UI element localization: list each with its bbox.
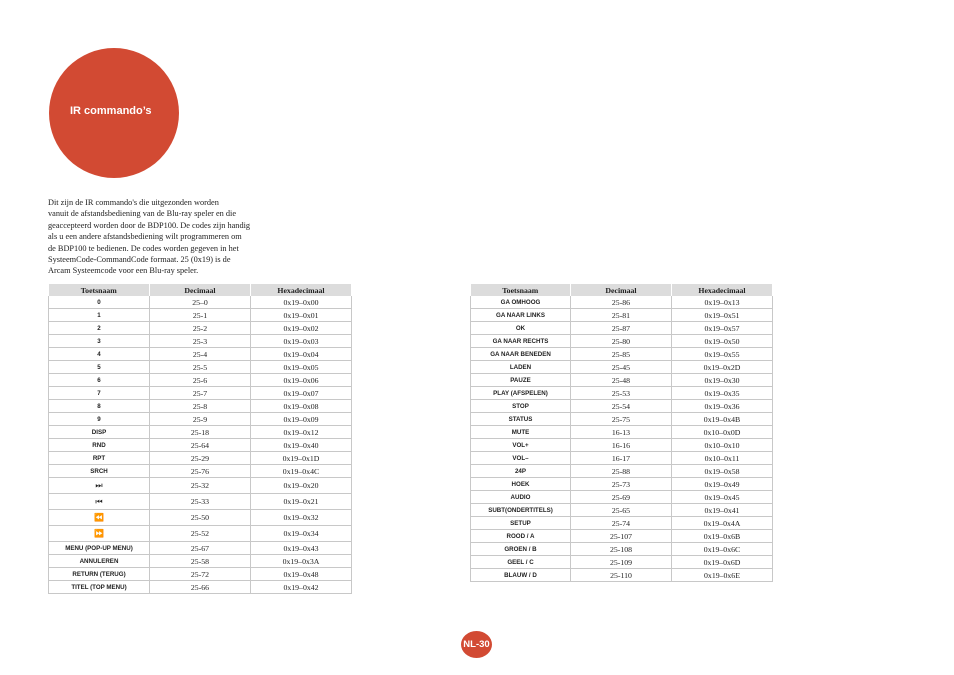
column-header-key: Toetsnaam: [49, 284, 150, 296]
table-row: [471, 491, 773, 504]
hex-code: 0x19–0x6C: [672, 543, 773, 556]
hex-code: 0x19–0x35: [672, 387, 773, 400]
decimal-code: 25-5: [150, 361, 251, 374]
hex-code: 0x19–0x40: [251, 439, 352, 452]
decimal-code: 25-53: [571, 387, 672, 400]
table-row: [471, 465, 773, 478]
table-header-row: [471, 284, 773, 296]
hex-code: 0x19–0x12: [251, 426, 352, 439]
hex-code: 0x19–0x48: [251, 568, 352, 581]
key-name: AUDIO: [471, 491, 571, 504]
table-header-row: [49, 284, 352, 296]
column-header-key: Toetsnaam: [471, 284, 571, 296]
key-name: TITEL (TOP MENU): [49, 581, 150, 594]
key-name: GEEL / C: [471, 556, 571, 569]
fast-forward-icon: [49, 526, 150, 542]
table-row: [471, 504, 773, 517]
decimal-code: 16-13: [571, 426, 672, 439]
table-row: [471, 569, 773, 582]
hex-code: 0x19–0x49: [672, 478, 773, 491]
decimal-code: 25–0: [150, 296, 251, 309]
key-name: SUBT(ONDERTITELS): [471, 504, 571, 517]
hex-code: 0x19–0x08: [251, 400, 352, 413]
page-number-badge: NL-30: [461, 631, 492, 658]
key-name: GA NAAR RECHTS: [471, 335, 571, 348]
intro-line: SysteemCode-CommandCode formaat. 25 (0x19) is de: [48, 255, 231, 265]
column-header-hex: Hexadecimaal: [251, 284, 352, 296]
hex-code: 0x19–0x00: [251, 296, 352, 309]
decimal-code: 25-64: [150, 439, 251, 452]
next-track-icon: [49, 478, 150, 494]
decimal-code: 25-85: [571, 348, 672, 361]
key-name: LADEN: [471, 361, 571, 374]
hex-code: 0x19–0x41: [672, 504, 773, 517]
decimal-code: 25-3: [150, 335, 251, 348]
table-row: [49, 478, 352, 494]
table-row: [471, 478, 773, 491]
column-header-hex: Hexadecimaal: [672, 284, 773, 296]
key-name: PAUZE: [471, 374, 571, 387]
decimal-code: 25-33: [150, 494, 251, 510]
table-row: [49, 374, 352, 387]
decimal-code: 25-6: [150, 374, 251, 387]
table-row: [471, 348, 773, 361]
table-row: [471, 296, 773, 309]
hex-code: 0x19–0x6D: [672, 556, 773, 569]
hex-code: 0x19–0x58: [672, 465, 773, 478]
hex-code: 0x19–0x07: [251, 387, 352, 400]
hex-code: 0x19–0x21: [251, 494, 352, 510]
hex-code: 0x10–0x0D: [672, 426, 773, 439]
decimal-code: 25-8: [150, 400, 251, 413]
hex-code: 0x19–0x4A: [672, 517, 773, 530]
decimal-code: 25-48: [571, 374, 672, 387]
decimal-code: 25-45: [571, 361, 672, 374]
table-row: [49, 413, 352, 426]
intro-line: de BDP100 te bedienen. De codes worden gegeven in het: [48, 243, 239, 253]
key-name: ROOD / A: [471, 530, 571, 543]
table-row: [471, 556, 773, 569]
table-row: [471, 439, 773, 452]
key-name: 6: [49, 374, 150, 387]
key-name: 1: [49, 309, 150, 322]
table-row: [471, 413, 773, 426]
key-name: GA NAAR LINKS: [471, 309, 571, 322]
table-row: [471, 309, 773, 322]
decimal-code: 25-32: [150, 478, 251, 494]
decimal-code: 25-65: [571, 504, 672, 517]
decimal-code: 25-58: [150, 555, 251, 568]
decimal-code: 25-110: [571, 569, 672, 582]
column-header-decimal: Decimaal: [150, 284, 251, 296]
decimal-code: 25-67: [150, 542, 251, 555]
key-name: SETUP: [471, 517, 571, 530]
key-name: 0: [49, 296, 150, 309]
hex-code: 0x19–0x57: [672, 322, 773, 335]
intro-line: geaccepteerd worden door de BDP100. De codes zijn handig: [48, 220, 251, 230]
key-name: GA OMHOOG: [471, 296, 571, 309]
table-row: [471, 543, 773, 556]
rewind-icon: ⏪: [94, 513, 104, 522]
ir-codes-table-left: [48, 284, 352, 594]
hex-code: 0x19–0x6B: [672, 530, 773, 543]
key-name: DISP: [49, 426, 150, 439]
hex-code: 0x19–0x50: [672, 335, 773, 348]
decimal-code: 25-2: [150, 322, 251, 335]
key-name: BLAUW / D: [471, 569, 571, 582]
decimal-code: 16-17: [571, 452, 672, 465]
key-name: 4: [49, 348, 150, 361]
hex-code: 0x19–0x45: [672, 491, 773, 504]
hex-code: 0x10–0x10: [672, 439, 773, 452]
key-name: 24P: [471, 465, 571, 478]
table-row: [471, 452, 773, 465]
key-name: GROEN / B: [471, 543, 571, 556]
decimal-code: 25-52: [150, 526, 251, 542]
decimal-code: 25-81: [571, 309, 672, 322]
table-row: [49, 426, 352, 439]
key-name: SRCH: [49, 465, 150, 478]
column-header-decimal: Decimaal: [571, 284, 672, 296]
fast-forward-icon: ⏩: [94, 529, 104, 538]
key-name: ANNULEREN: [49, 555, 150, 568]
intro-line: Arcam Systeemcode voor een Blu-ray speler.: [48, 266, 199, 276]
intro-line: vanuit de afstandsbediening van de Blu-ray speler en die: [48, 209, 237, 219]
key-name: VOL–: [471, 452, 571, 465]
key-name: MENU (POP-UP MENU): [49, 542, 150, 555]
decimal-code: 25-9: [150, 413, 251, 426]
hex-code: 0x19–0x51: [672, 309, 773, 322]
table-row: [49, 387, 352, 400]
next-track-icon: ⏭: [95, 480, 103, 490]
hex-code: 0x19–0x6E: [672, 569, 773, 582]
decimal-code: 25-87: [571, 322, 672, 335]
key-name: 9: [49, 413, 150, 426]
table-row: [49, 348, 352, 361]
decimal-code: 25-7: [150, 387, 251, 400]
hex-code: 0x19–0x13: [672, 296, 773, 309]
table-row: [471, 335, 773, 348]
decimal-code: 25-54: [571, 400, 672, 413]
key-name: 2: [49, 322, 150, 335]
key-name: VOL+: [471, 439, 571, 452]
decimal-code: 25-76: [150, 465, 251, 478]
hex-code: 0x19–0x1D: [251, 452, 352, 465]
section-title: IR commando’s: [70, 105, 152, 117]
key-name: 3: [49, 335, 150, 348]
hex-code: 0x19–0x30: [672, 374, 773, 387]
table-row: [49, 542, 352, 555]
key-name: STATUS: [471, 413, 571, 426]
hex-code: 0x19–0x09: [251, 413, 352, 426]
key-name: RPT: [49, 452, 150, 465]
hex-code: 0x19–0x32: [251, 510, 352, 526]
table-row: [49, 555, 352, 568]
key-name: 7: [49, 387, 150, 400]
table-row: [49, 568, 352, 581]
decimal-code: 25-108: [571, 543, 672, 556]
hex-code: 0x10–0x11: [672, 452, 773, 465]
key-name: RND: [49, 439, 150, 452]
intro-line: Dit zijn de IR commando's die uitgezonden worden: [48, 198, 219, 207]
hex-code: 0x19–0x4C: [251, 465, 352, 478]
decimal-code: 25-73: [571, 478, 672, 491]
hex-code: 0x19–0x55: [672, 348, 773, 361]
key-name: RETURN (TERUG): [49, 568, 150, 581]
hex-code: 0x19–0x02: [251, 322, 352, 335]
table-row: [471, 361, 773, 374]
table-row: [471, 374, 773, 387]
table-row: [49, 296, 352, 309]
decimal-code: 25-74: [571, 517, 672, 530]
decimal-code: 25-1: [150, 309, 251, 322]
table-row: [49, 510, 352, 526]
key-name: STOP: [471, 400, 571, 413]
decimal-code: 25-107: [571, 530, 672, 543]
table-row: [471, 400, 773, 413]
hex-code: 0x19–0x05: [251, 361, 352, 374]
rewind-icon: [49, 510, 150, 526]
key-name: HOEK: [471, 478, 571, 491]
decimal-code: 25-18: [150, 426, 251, 439]
key-name: 5: [49, 361, 150, 374]
table-row: [49, 439, 352, 452]
previous-track-icon: [49, 494, 150, 510]
table-row: [49, 465, 352, 478]
previous-track-icon: ⏮: [95, 496, 103, 506]
hex-code: 0x19–0x20: [251, 478, 352, 494]
table-row: [471, 517, 773, 530]
table-row: [471, 426, 773, 439]
decimal-code: 25-88: [571, 465, 672, 478]
decimal-code: 25-80: [571, 335, 672, 348]
table-row: [49, 361, 352, 374]
table-row: [49, 581, 352, 594]
hex-code: 0x19–0x04: [251, 348, 352, 361]
key-name: OK: [471, 322, 571, 335]
key-name: GA NAAR BENEDEN: [471, 348, 571, 361]
hex-code: 0x19–0x3A: [251, 555, 352, 568]
key-name: MUTE: [471, 426, 571, 439]
table-row: [471, 322, 773, 335]
table-row: [49, 322, 352, 335]
hex-code: 0x19–0x43: [251, 542, 352, 555]
hex-code: 0x19–0x34: [251, 526, 352, 542]
table-row: [49, 494, 352, 510]
ir-codes-table-right: [470, 284, 773, 582]
table-row: [49, 452, 352, 465]
decimal-code: 25-86: [571, 296, 672, 309]
hex-code: 0x19–0x01: [251, 309, 352, 322]
table-row: [49, 526, 352, 542]
decimal-code: 25-4: [150, 348, 251, 361]
decimal-code: 25-75: [571, 413, 672, 426]
decimal-code: 16-16: [571, 439, 672, 452]
intro-text: [48, 197, 273, 277]
decimal-code: 25-50: [150, 510, 251, 526]
decimal-code: 25-69: [571, 491, 672, 504]
table-row: [471, 387, 773, 400]
table-row: [49, 335, 352, 348]
decimal-code: 25-72: [150, 568, 251, 581]
key-name: 8: [49, 400, 150, 413]
hex-code: 0x19–0x4B: [672, 413, 773, 426]
decimal-code: 25-66: [150, 581, 251, 594]
decimal-code: 25-29: [150, 452, 251, 465]
hex-code: 0x19–0x36: [672, 400, 773, 413]
table-row: [49, 309, 352, 322]
hex-code: 0x19–0x03: [251, 335, 352, 348]
hex-code: 0x19–0x06: [251, 374, 352, 387]
table-row: [471, 530, 773, 543]
intro-line: als u een andere afstandsbediening wilt programmeren om: [48, 232, 242, 242]
decimal-code: 25-109: [571, 556, 672, 569]
hex-code: 0x19–0x42: [251, 581, 352, 594]
key-name: PLAY (AFSPELEN): [471, 387, 571, 400]
hex-code: 0x19–0x2D: [672, 361, 773, 374]
table-row: [49, 400, 352, 413]
section-circle: [49, 48, 179, 178]
